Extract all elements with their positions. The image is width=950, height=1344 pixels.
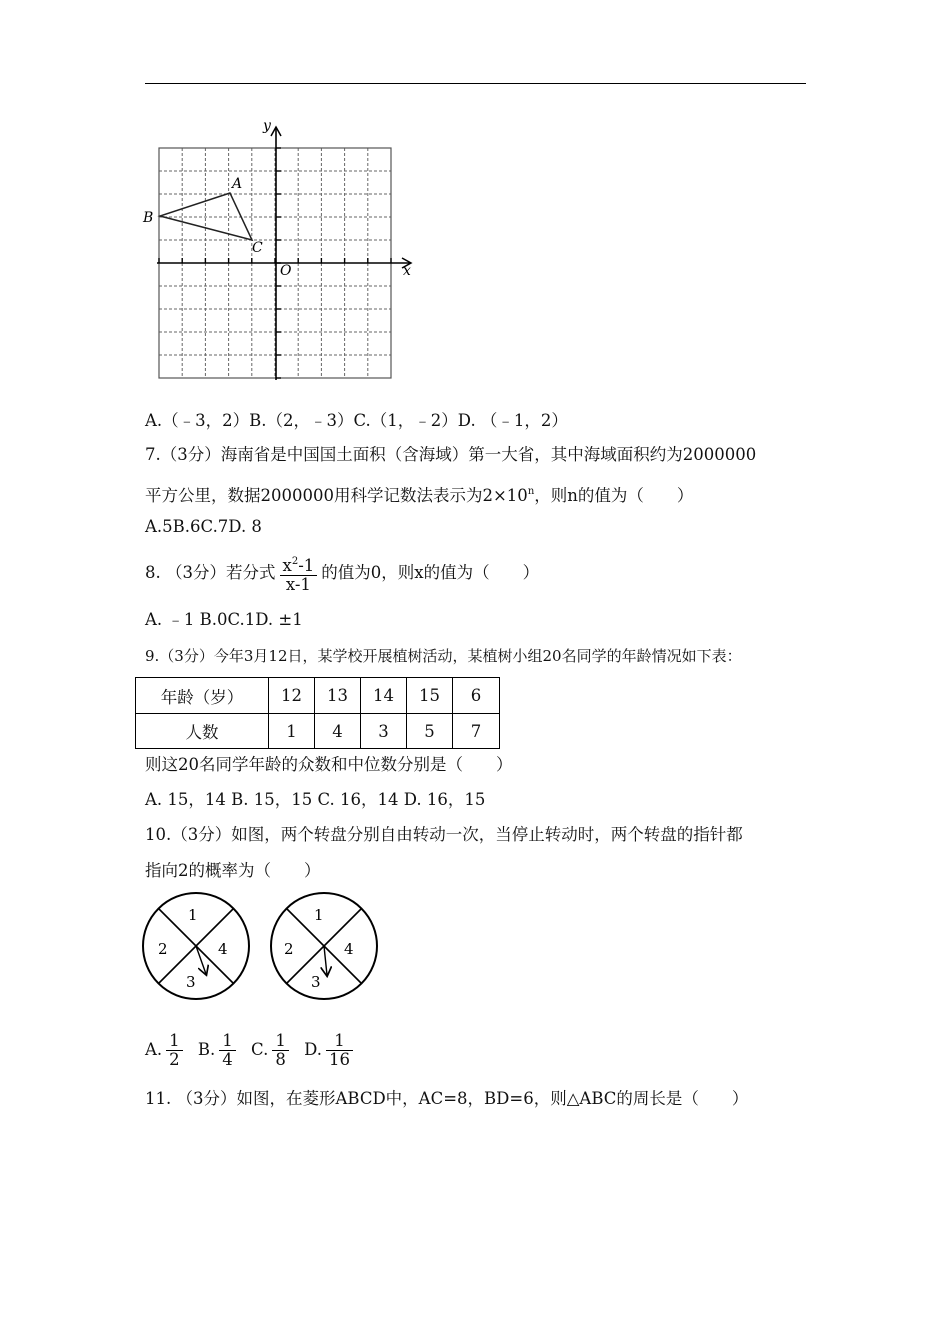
- q9-stem: 9.（3分）今年3月12日，某学校开展植树活动，某植树小组20名同学的年龄情况如下表：: [145, 647, 742, 665]
- spinner-pointer-icon: [324, 946, 327, 975]
- q8-suffix: 的值为0，则x的值为（ ）: [321, 563, 540, 582]
- spinners-figure: [140, 892, 385, 1002]
- table-cell: 1: [269, 714, 315, 749]
- table-cell: 7: [453, 714, 500, 749]
- axis-y-label: y: [263, 118, 271, 134]
- q10-option-a-fraction: $\frac{1}{2}$: [166, 1032, 183, 1069]
- q10-stem-line1: 10.（3分）如图，两个转盘分别自由转动一次，当停止转动时，两个转盘的指针都: [145, 825, 743, 844]
- point-b-label: B: [143, 210, 154, 226]
- q9-options: A. 15，14 B. 15，15 C. 16，14 D. 16，15: [145, 790, 486, 809]
- table-cell: 15: [407, 678, 453, 714]
- q10-option-c-fraction: $\frac{1}{8}$: [272, 1032, 289, 1069]
- q8-prefix: 8. （3分）若分式: [145, 563, 276, 582]
- point-a-label: A: [232, 176, 243, 192]
- q9-question: 则这20名同学年龄的众数和中位数分别是（ ）: [145, 755, 513, 774]
- q8-options: A. ﹣1 B.0C.1D. ±1: [145, 610, 303, 629]
- q10-option-b-label: B.: [197, 1040, 216, 1059]
- q6-options: A.（﹣3，2）B.（2，﹣3）C.（1，﹣2）D. （﹣1，2）: [145, 411, 568, 430]
- table-cell: 12: [269, 678, 315, 714]
- table-cell: 14: [361, 678, 407, 714]
- q8-denominator: x-1: [285, 575, 311, 594]
- spinner-right-label-1: 1: [314, 906, 324, 924]
- q8-numerator: $x^2-1$: [280, 553, 318, 576]
- q10-option-b-fraction: $\frac{1}{4}$: [219, 1032, 236, 1069]
- spinner-right-label-3: 3: [311, 973, 321, 991]
- table-cell: 4: [315, 714, 361, 749]
- spinner-left-label-1: 1: [188, 906, 198, 924]
- q10-options: [145, 1030, 357, 1070]
- spinner-left-label-4: 4: [218, 940, 228, 958]
- spinner-right-label-4: 4: [344, 940, 354, 958]
- q7-text-after: ，则n的值为（ ）: [534, 486, 694, 505]
- q7-stem-line2: [145, 481, 693, 507]
- spinner-right: [271, 893, 377, 999]
- q10-option-c-label: C.: [251, 1040, 269, 1059]
- q11-stem: 11. （3分）如图，在菱形ABCD中，AC=8，BD=6，则△ABC的周长是（ ）: [145, 1089, 749, 1108]
- table-cell: 年龄（岁）: [136, 678, 269, 714]
- spinner-left-label-2: 2: [158, 940, 168, 958]
- table-cell: 6: [453, 678, 500, 714]
- q8-stem: [145, 553, 539, 594]
- origin-label: O: [280, 263, 292, 279]
- q10-stem-line2: 指向2的概率为（ ）: [145, 861, 321, 880]
- table-cell: 人数: [136, 714, 269, 749]
- q10-option-d-label: D.: [304, 1040, 322, 1059]
- q7-options: A.5B.6C.7D. 8: [145, 517, 262, 536]
- table-cell: 13: [315, 678, 361, 714]
- point-c-label: C: [252, 240, 263, 256]
- q10-option-d-fraction: $\frac{1}{16}$: [326, 1032, 353, 1069]
- spinner-left-label-3: 3: [186, 973, 196, 991]
- table-row: [136, 678, 500, 714]
- age-table: [135, 677, 500, 749]
- q7-exponent: n: [527, 486, 535, 497]
- table-row: [136, 714, 500, 749]
- table-cell: 3: [361, 714, 407, 749]
- header-rule: [145, 83, 806, 84]
- q8-fraction: [280, 553, 318, 594]
- q7-text-before: 平方公里，数据2000000用科学记数法表示为2×10: [145, 486, 528, 505]
- table-cell: 5: [407, 714, 453, 749]
- spinner-left: [143, 893, 249, 999]
- coordinate-grid-figure: [140, 115, 420, 390]
- q10-option-a-label: A.: [145, 1040, 163, 1059]
- axis-x-label: x: [403, 263, 411, 279]
- q7-stem-line1: 7.（3分）海南省是中国国土面积（含海域）第一大省，其中海域面积约为2000000: [145, 445, 757, 464]
- spinner-right-label-2: 2: [284, 940, 294, 958]
